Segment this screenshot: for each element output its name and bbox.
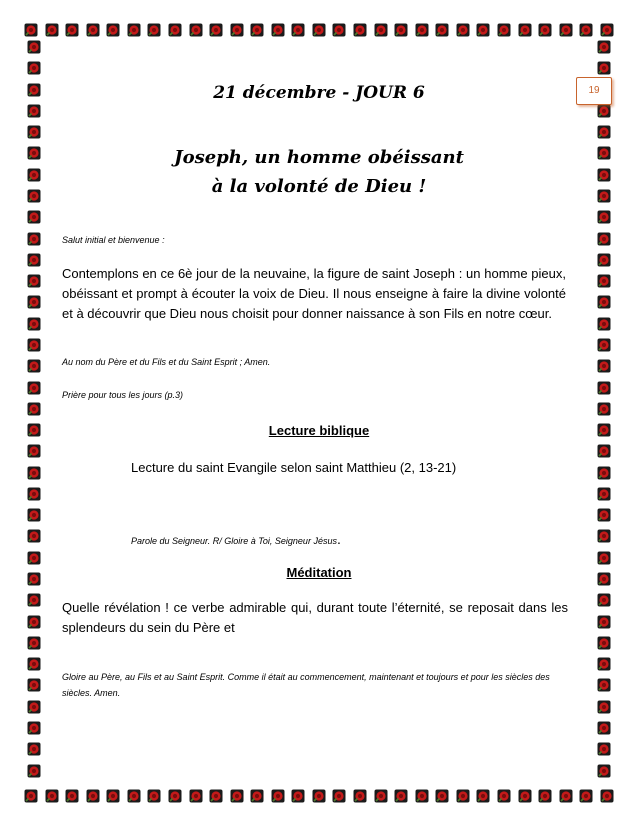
rose-flower-icon	[27, 40, 41, 54]
theme-title-line-2: à la volonté de Dieu !	[211, 176, 427, 197]
rose-flower-icon	[394, 23, 408, 37]
rose-flower-icon	[332, 23, 346, 37]
rose-flower-icon	[312, 789, 326, 803]
intro-paragraph: Contemplons en ce 6è jour de la neuvaine, la figure de saint Joseph : un homme pieux, obéissant et prompt à écouter la voix de Dieu. Il nous enseigne à faire la divine volonté et à découvrir que Dieu nous choisit pour donner naissance à son Fils en notre cœur.	[62, 266, 566, 321]
rose-flower-icon	[597, 381, 611, 395]
rose-flower-icon	[597, 253, 611, 267]
rose-flower-icon	[27, 572, 41, 586]
rose-flower-icon	[597, 444, 611, 458]
rose-flower-icon	[24, 23, 38, 37]
rose-flower-icon	[597, 721, 611, 735]
rose-flower-icon	[291, 23, 305, 37]
rose-flower-icon	[597, 636, 611, 650]
daily-prayer-reference: Prière pour tous les jours (p.3)	[62, 390, 184, 400]
rose-flower-icon	[312, 23, 326, 37]
rose-flower-icon	[374, 23, 388, 37]
rose-flower-icon	[538, 789, 552, 803]
rose-flower-icon	[597, 700, 611, 714]
rose-flower-icon	[189, 23, 203, 37]
rose-flower-icon	[27, 104, 41, 118]
meditation-heading: Méditation	[286, 565, 352, 580]
rose-flower-icon	[597, 423, 611, 437]
rose-flower-icon	[597, 572, 611, 586]
rose-flower-icon	[538, 23, 552, 37]
rose-flower-icon	[27, 295, 41, 309]
rose-flower-icon	[415, 23, 429, 37]
rose-flower-icon	[415, 789, 429, 803]
reading-response	[131, 531, 341, 547]
rose-flower-icon	[27, 700, 41, 714]
rose-flower-icon	[27, 125, 41, 139]
rose-flower-icon	[45, 789, 59, 803]
rose-flower-icon	[597, 508, 611, 522]
rose-flower-icon	[353, 23, 367, 37]
rose-flower-icon	[27, 210, 41, 224]
rose-flower-icon	[600, 789, 614, 803]
rose-flower-icon	[435, 789, 449, 803]
rose-flower-icon	[291, 789, 305, 803]
rose-flower-icon	[168, 23, 182, 37]
rose-flower-icon	[597, 359, 611, 373]
rose-flower-icon	[435, 23, 449, 37]
rose-flower-icon	[250, 789, 264, 803]
rose-flower-icon	[209, 789, 223, 803]
page-title: 21 décembre - JOUR 6	[213, 83, 425, 103]
rose-flower-icon	[579, 23, 593, 37]
rose-flower-icon	[597, 402, 611, 416]
rose-flower-icon	[597, 487, 611, 501]
rose-flower-icon	[476, 23, 490, 37]
border-bottom	[24, 786, 614, 806]
border-top	[24, 20, 614, 40]
rose-flower-icon	[230, 23, 244, 37]
rose-flower-icon	[65, 789, 79, 803]
rose-flower-icon	[27, 359, 41, 373]
rose-flower-icon	[597, 615, 611, 629]
rose-flower-icon	[394, 789, 408, 803]
rose-flower-icon	[86, 23, 100, 37]
rose-flower-icon	[27, 146, 41, 160]
theme-title-line-1: Joseph, un homme obéissant	[174, 147, 464, 168]
meditation-paragraph: Quelle révélation ! ce verbe admirable qui, durant toute l’éternité, se reposait dans les splendeurs du sein du Père et	[62, 600, 568, 635]
rose-flower-icon	[597, 125, 611, 139]
rose-flower-icon	[27, 444, 41, 458]
gospel-reference: Lecture du saint Evangile selon saint Matthieu (2, 13-21)	[131, 460, 457, 475]
rose-flower-icon	[497, 23, 511, 37]
rose-flower-icon	[65, 23, 79, 37]
rose-flower-icon	[250, 23, 264, 37]
rose-flower-icon	[597, 168, 611, 182]
rose-flower-icon	[189, 789, 203, 803]
theme-title	[40, 143, 598, 201]
rose-flower-icon	[597, 338, 611, 352]
rose-flower-icon	[271, 789, 285, 803]
rose-flower-icon	[106, 23, 120, 37]
rose-flower-icon	[600, 23, 614, 37]
rose-flower-icon	[518, 789, 532, 803]
rose-flower-icon	[597, 274, 611, 288]
reading-response-text: Parole du Seigneur. R/ Gloire à Toi, Seigneur Jésus	[131, 536, 337, 546]
rose-flower-icon	[27, 381, 41, 395]
rose-flower-icon	[27, 551, 41, 565]
rose-flower-icon	[597, 466, 611, 480]
rose-flower-icon	[597, 189, 611, 203]
rose-flower-icon	[374, 789, 388, 803]
rose-flower-icon	[597, 529, 611, 543]
rose-flower-icon	[106, 789, 120, 803]
reading-heading: Lecture biblique	[268, 423, 370, 438]
rose-flower-icon	[209, 23, 223, 37]
rose-flower-icon	[271, 23, 285, 37]
rose-flower-icon	[27, 317, 41, 331]
rose-flower-icon	[332, 789, 346, 803]
rose-flower-icon	[579, 789, 593, 803]
rose-flower-icon	[597, 742, 611, 756]
rose-flower-icon	[597, 657, 611, 671]
rose-flower-icon	[27, 402, 41, 416]
doxology: Gloire au Père, au Fils et au Saint Esprit. Comme il était au commencement, maintenant et toujours et pour les siècles des siècles. Amen.	[62, 672, 550, 698]
rose-flower-icon	[597, 232, 611, 246]
rose-flower-icon	[27, 636, 41, 650]
rose-flower-icon	[27, 529, 41, 543]
rose-flower-icon	[27, 615, 41, 629]
rose-flower-icon	[27, 168, 41, 182]
rose-flower-icon	[597, 551, 611, 565]
rose-flower-icon	[147, 23, 161, 37]
rose-flower-icon	[597, 146, 611, 160]
greeting-label: Salut initial et bienvenue :	[62, 235, 165, 245]
rose-flower-icon	[497, 789, 511, 803]
rose-flower-icon	[27, 423, 41, 437]
rose-flower-icon	[27, 232, 41, 246]
rose-flower-icon	[597, 678, 611, 692]
rose-flower-icon	[456, 23, 470, 37]
page-number-badge: 19	[576, 77, 612, 105]
rose-flower-icon	[559, 789, 573, 803]
rose-flower-icon	[86, 789, 100, 803]
rose-flower-icon	[597, 593, 611, 607]
rose-flower-icon	[27, 657, 41, 671]
rose-flower-icon	[24, 789, 38, 803]
rose-flower-icon	[27, 61, 41, 75]
rose-flower-icon	[147, 789, 161, 803]
rose-flower-icon	[476, 789, 490, 803]
rose-flower-icon	[45, 23, 59, 37]
rose-flower-icon	[27, 742, 41, 756]
rose-flower-icon	[353, 789, 367, 803]
rose-flower-icon	[597, 295, 611, 309]
rose-flower-icon	[597, 40, 611, 54]
rose-flower-icon	[597, 317, 611, 331]
rose-flower-icon	[27, 678, 41, 692]
rose-flower-icon	[597, 764, 611, 778]
rose-flower-icon	[127, 23, 141, 37]
rose-flower-icon	[597, 104, 611, 118]
rose-flower-icon	[27, 338, 41, 352]
sign-of-cross: Au nom du Père et du Fils et du Saint Esprit ; Amen.	[62, 357, 271, 367]
rose-flower-icon	[597, 210, 611, 224]
rose-flower-icon	[559, 23, 573, 37]
rose-flower-icon	[127, 789, 141, 803]
rose-flower-icon	[597, 61, 611, 75]
reading-response-period: .	[336, 531, 341, 547]
rose-flower-icon	[27, 487, 41, 501]
rose-flower-icon	[27, 466, 41, 480]
rose-flower-icon	[27, 189, 41, 203]
rose-flower-icon	[27, 764, 41, 778]
rose-flower-icon	[27, 721, 41, 735]
rose-flower-icon	[456, 789, 470, 803]
rose-flower-icon	[27, 508, 41, 522]
rose-flower-icon	[27, 253, 41, 267]
rose-flower-icon	[168, 789, 182, 803]
rose-flower-icon	[27, 274, 41, 288]
rose-flower-icon	[230, 789, 244, 803]
rose-flower-icon	[27, 593, 41, 607]
rose-flower-icon	[518, 23, 532, 37]
